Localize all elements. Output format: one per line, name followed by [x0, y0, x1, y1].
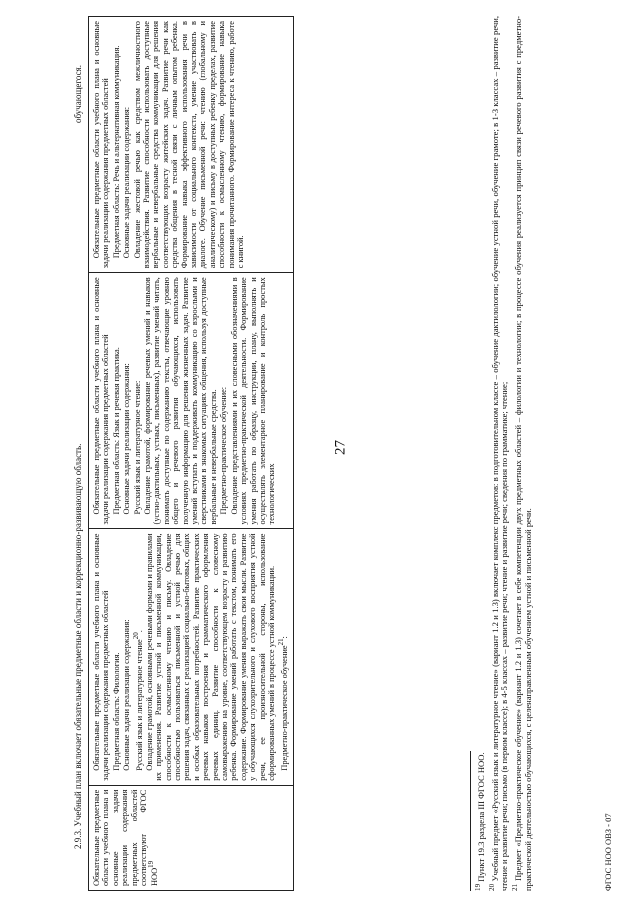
subject-name: Русский язык и литературное чтение$^{20}$.: [131, 630, 144, 771]
footnote-separator: [470, 751, 471, 891]
footnote-ref: 20: [131, 632, 140, 640]
document-code: ФГОС НОО ОВЗ - 07: [603, 813, 613, 891]
cell-intro: Обязательные предметные области учебного плана и основные задачи реализации содержания предметных областей: [92, 277, 111, 525]
tasks-heading: Основные задачи реализации содержания:: [122, 106, 132, 259]
table-cell-variant-1-2: [89, 529, 294, 785]
subject-name: Предметно-практическое обучение:: [219, 386, 229, 515]
table-cell-variant-1-3: [89, 273, 294, 529]
footnotes: [470, 16, 535, 891]
footnote-ref: 19: [147, 860, 156, 868]
footnote: $^{21}$ Предмет «Предметно-практическое обучение» (вариант 1.2 и 1.3) сочетает в себе компетенции двух предметных областей – филологии и технологии; в процессе обучения реализуется принцип связи речевого развития с предметно-практической деятельностью обучающихся, с целенаправленным обучением устной и письменной речи.: [511, 16, 534, 891]
curriculum-table: [88, 16, 294, 891]
footnote: $^{20}$ Учебный предмет «Русский язык и литературное чтение» (вариант 1.2 и 1.3) включает комплекс предметов: в подготовительном классе – обучение дактилологии; обучение устной речи, обучение грамоте; в 1-3 классах – развитие речи, чтение и развитие речи; письмо (в первом классе); в 4-5 классах – развитие речи; чтение и развитие речи; сведения по грамматике; чтение;: [487, 16, 510, 891]
footnote-ref: 21: [276, 638, 285, 646]
footnote: $^{19}$ Пункт 19.3 раздела III ФГОС НОО.: [474, 752, 486, 891]
table-cell-standard: [89, 785, 294, 890]
cell-body: Овладение жестовой речью как средством межличностного взаимодействия. Развитие способности использовать доступные вербальные и невербальные средства коммуникации для решения соответствующих возрасту житейских задач. Развитие речи как средства общения в тесной связи с личным опытом ребенка. Формирование навыка эффективного использования речи в зависимости от социального контекста, умение участвовать в диалоге. Обучение письменной речи: чтению (глобальному и аналитическому) и письму в доступных ребенку пределах, развитие способности к осмысленному чтению, формирование навыка понимания прочитанного. Формирование интереса к чтению, работе с книгой.: [132, 21, 246, 269]
subject-name: Русский язык и литературное чтение:: [132, 380, 142, 515]
page-number: 27: [332, 440, 349, 455]
table-row: [89, 17, 294, 891]
col1-text: Обязательные предметные области учебного плана и основные задачи реализации содержания предметных областей соответствуют ФГОС НОО: [92, 789, 160, 886]
subject-name: Предметно-практическое обучение$^{21}$:: [276, 636, 289, 771]
continuation-label: обучающегося.: [73, 65, 83, 123]
cell-body: Овладение грамотой, основными речевыми формами и правилами их применения. Развитие устной и письменной коммуникации, способности к осмысленному чтению и письму. Овладение способностью пользоваться письменной и устной речью для решения задач, связанных с реализацией социально-бытовых, общих и особых образовательных потребностей. Развитие практических речевых навыков построения и грамматического оформления речевых единиц. Развитие способности к словесному самовыражению на уровне, соответствующем возрасту и развитию ребенка. Формирование умений работать с текстом, понимать его содержание. Формирование умения выражать свои мысли. Развитие у обучающихся слухозрительного и слухового восприятия устной речи, ее произносительной стороны, использование сформированных умений в процессе устной коммуникации.: [144, 533, 277, 781]
tasks-heading: Основные задачи реализации содержания:: [122, 619, 132, 771]
table-cell-variant-1-4: [89, 17, 294, 273]
section-label: 2.9.3. Учебный план включает обязательные предметные области и коррекционно-развивающую область.: [73, 443, 83, 849]
cell-intro: Обязательные предметные области учебного плана и основные задачи реализации содержания предметных областей: [92, 21, 111, 269]
subject-area: Предметная область: Речь и альтернативная коммуникация.: [111, 45, 121, 259]
subject-area: Предметная область: Язык и речевая практика.: [111, 347, 121, 515]
tasks-heading: Основные задачи реализации содержания:: [122, 363, 132, 515]
subject-area: Предметная область: Филология.: [111, 652, 121, 771]
cell-intro: Обязательные предметные области учебного плана и основные задачи реализации содержания предметных областей: [92, 533, 111, 781]
cell-body: Овладение представлениями и их словесными обозначениями в условиях предметно-практической деятельности. Формирование умения работать по образцу, инструкции, плану, выполнять и осуществлять элементарное планирование и контроль простых технологических: [229, 277, 277, 525]
cell-body: Овладение грамотой, формирование речевых умений и навыков (устно-дактильных, устных, письменных), развитие умений читать, понимать доступные по содержанию тексты, отвечающие уровню общего и речевого развития обучающихся, использовать полученную информацию для решения жизненных задач. Развитие умений вступать и поддерживать коммуникацию со взрослыми и сверстниками в знакомых ситуациях общения, используя доступные вербальные и невербальные средства.: [143, 277, 218, 525]
